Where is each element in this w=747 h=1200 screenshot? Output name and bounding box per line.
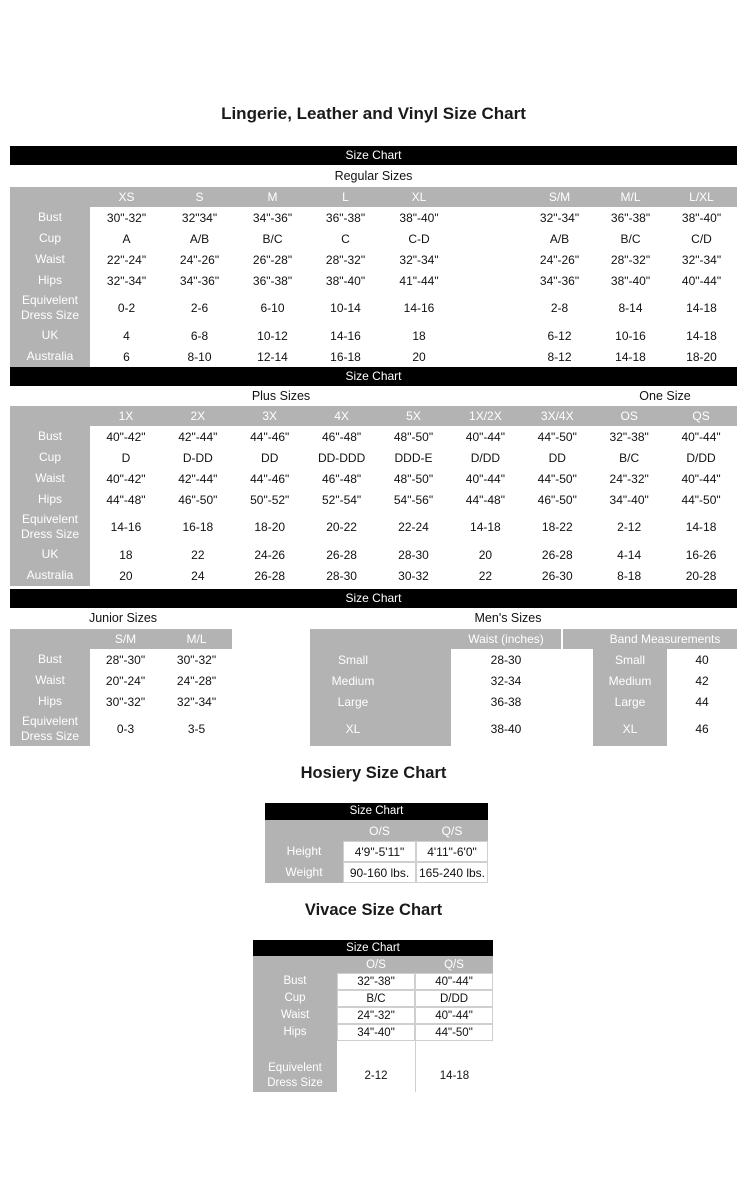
table-cell: 2-12 xyxy=(364,1069,388,1082)
row-label: Equivelent Dress Size xyxy=(253,1059,337,1092)
table-cell: 14-18 xyxy=(686,328,717,343)
table-cell: 40"-44" xyxy=(465,429,505,444)
table-cell: 44"-50" xyxy=(681,492,721,507)
header-corner xyxy=(265,820,343,841)
table-cell: 38"-40" xyxy=(681,210,722,225)
table-row xyxy=(10,426,737,447)
table-cell: 2-8 xyxy=(550,301,569,315)
row-label: Hips xyxy=(10,489,90,510)
table-cell: 34"-40" xyxy=(337,1024,415,1041)
table-cell: 28-30 xyxy=(326,568,357,583)
table-cell: D/DD xyxy=(415,990,493,1007)
table-row xyxy=(10,565,737,586)
table-cell xyxy=(456,291,524,325)
table-cell: 0-3 xyxy=(116,722,135,736)
table-cell: 36"-38" xyxy=(252,273,293,288)
table-row xyxy=(10,447,737,468)
row-label: Large xyxy=(593,691,667,712)
column-header: 3X xyxy=(262,409,278,423)
table-cell: 40"-44" xyxy=(681,471,721,486)
row-label: Hips xyxy=(10,691,90,712)
row-label: Australia xyxy=(10,565,90,586)
table-cell: 22 xyxy=(478,568,493,583)
table-header-row xyxy=(10,629,232,649)
table-header-row xyxy=(265,820,488,841)
plus-sizes-section-label: Plus Sizes xyxy=(251,389,311,403)
table-row xyxy=(310,691,561,712)
table-cell: 18-20 xyxy=(254,520,286,534)
table-cell: 24"-32" xyxy=(337,1007,415,1024)
table-cell: 46"-50" xyxy=(537,492,577,507)
table-cell xyxy=(456,325,524,346)
row-label: Waist xyxy=(10,249,90,270)
table-cell: 52"-54" xyxy=(321,492,362,507)
table-cell: 40"-44" xyxy=(415,1007,493,1024)
column-header: M/L xyxy=(620,190,641,204)
row-label: Equivelent Dress Size xyxy=(10,291,90,325)
table-cell: 40 xyxy=(695,652,709,667)
column-header: 3X/4X xyxy=(540,409,574,423)
table-cell xyxy=(456,249,524,270)
table-row xyxy=(10,649,232,670)
table-header-row xyxy=(10,406,737,426)
table-row xyxy=(310,670,561,691)
table-cell: 40"-42" xyxy=(106,429,146,444)
table-row xyxy=(563,691,737,712)
table-cell: 38"-40" xyxy=(399,210,439,225)
table-cell: 42"-44" xyxy=(178,471,218,486)
regular-sizes-table xyxy=(10,187,737,367)
table-row xyxy=(253,1024,493,1041)
one-size-section-label: One Size xyxy=(639,389,691,403)
table-cell: 0-2 xyxy=(117,301,136,315)
table-cell: 48"-50" xyxy=(393,471,434,486)
row-label: Cup xyxy=(253,990,337,1007)
size-chart-bar-regular: Size Chart xyxy=(10,146,737,165)
table-row xyxy=(10,291,737,325)
column-header: 5X xyxy=(406,409,421,423)
table-cell: 6-10 xyxy=(260,301,285,315)
column-header: O/S xyxy=(366,958,386,971)
table-cell: 20"-24" xyxy=(105,673,146,688)
row-label: Small xyxy=(593,649,667,670)
table-cell: 20-22 xyxy=(326,520,357,534)
row-label: Bust xyxy=(10,649,90,670)
row-label: Waist xyxy=(10,468,90,489)
table-cell: 44"-50" xyxy=(537,429,577,444)
table-cell: 6 xyxy=(123,349,130,364)
table-cell: 30"-32" xyxy=(106,210,147,225)
row-label: Medium xyxy=(593,670,667,691)
table-cell: 26-28 xyxy=(254,568,286,583)
table-cell: 32"-34" xyxy=(176,694,217,709)
table-row xyxy=(10,228,737,249)
junior-mens-section-row xyxy=(10,608,737,629)
table-cell: 14-18 xyxy=(470,520,501,534)
table-cell: B/C xyxy=(262,231,283,246)
mens-band-header: Band Measurements xyxy=(563,629,737,649)
top-whitespace xyxy=(0,0,747,103)
row-label: XL xyxy=(593,712,667,746)
row-label: Bust xyxy=(10,426,90,447)
table-cell: 40"-44" xyxy=(415,973,493,990)
header-corner xyxy=(10,406,90,426)
column-header: S/M xyxy=(114,632,137,646)
table-cell: 36"-38" xyxy=(325,210,366,225)
table-cell: 34"-36" xyxy=(252,210,293,225)
table-cell: 38"-40" xyxy=(610,273,651,288)
table-row xyxy=(10,346,737,367)
table-cell: 32"-38" xyxy=(609,429,649,444)
lingerie-chart-block xyxy=(10,146,737,746)
table-header-row xyxy=(10,187,737,207)
table-row xyxy=(10,207,737,228)
table-cell: 44"-50" xyxy=(537,471,577,486)
table-cell: 30"-32" xyxy=(105,694,146,709)
mens-waist-table xyxy=(310,629,561,746)
hosiery-chart-title: Hosiery Size Chart xyxy=(300,764,447,782)
table-header-row xyxy=(253,956,493,973)
row-label: UK xyxy=(10,325,90,346)
row-label: Waist xyxy=(253,1007,337,1024)
table-row xyxy=(10,691,232,712)
table-row xyxy=(563,712,737,746)
table-cell: 44"-46" xyxy=(250,471,290,486)
size-chart-bar-plus: Size Chart xyxy=(10,367,737,386)
table-cell: 46 xyxy=(695,722,709,736)
table-cell: 90-160 lbs. xyxy=(343,862,416,883)
table-cell: 2-12 xyxy=(617,520,642,534)
column-header: M xyxy=(267,190,278,204)
hosiery-size-table xyxy=(265,803,488,883)
junior-mens-tables-row xyxy=(10,629,737,746)
table-cell: 18-20 xyxy=(686,349,717,364)
table-cell: 20 xyxy=(119,568,133,583)
table-cell: 2-6 xyxy=(190,301,209,315)
column-header: 2X xyxy=(190,409,206,423)
table-cell: 44 xyxy=(695,694,709,709)
table-cell: 10-14 xyxy=(330,301,361,315)
table-cell: 46"-50" xyxy=(178,492,218,507)
table-cell: 26-30 xyxy=(541,568,573,583)
table-cell: 10-12 xyxy=(257,328,288,343)
row-label: Equivelent Dress Size xyxy=(10,712,90,746)
vivace-size-table xyxy=(253,940,493,1092)
table-cell xyxy=(337,1041,415,1059)
table-cell: 32-34 xyxy=(490,673,522,688)
table-cell: DD-DDD xyxy=(317,450,366,465)
table-cell: DDD-E xyxy=(394,450,433,465)
table-cell: 32"-34" xyxy=(539,210,580,225)
column-header: O/S xyxy=(369,823,390,838)
table-cell: 8-14 xyxy=(618,301,643,315)
size-chart-bar-vivace: Size Chart xyxy=(253,940,493,956)
table-cell: 44"-48" xyxy=(465,492,505,507)
table-cell: 26"-28" xyxy=(252,252,293,267)
table-cell: C-D xyxy=(408,231,430,246)
table-cell: 16-18 xyxy=(330,349,361,364)
table-cell: 14-16 xyxy=(403,301,435,315)
table-cell: 28"-32" xyxy=(610,252,651,267)
table-cell: 34"-36" xyxy=(539,273,580,288)
table-cell: 14-16 xyxy=(110,520,142,534)
table-cell: 36-38 xyxy=(490,694,522,709)
table-cell: 18 xyxy=(412,328,426,343)
row-label: Waist xyxy=(10,670,90,691)
table-cell: 28-30 xyxy=(490,652,522,667)
table-cell: 6-8 xyxy=(190,328,209,343)
table-cell: D xyxy=(121,450,131,465)
table-row xyxy=(310,649,561,670)
column-header: XS xyxy=(118,190,135,204)
table-cell: B/C xyxy=(619,450,640,465)
table-row xyxy=(310,712,561,746)
table-cell: 24 xyxy=(191,568,205,583)
table-cell: 40"-44" xyxy=(681,273,722,288)
table-cell: 4'11"-6'0" xyxy=(416,841,488,862)
table-cell: 40"-44" xyxy=(465,471,505,486)
table-row xyxy=(10,468,737,489)
row-label: Australia xyxy=(10,346,90,367)
header-corner xyxy=(253,956,337,973)
table-row xyxy=(265,841,488,862)
table-cell: 8-10 xyxy=(187,349,212,364)
table-row xyxy=(10,249,737,270)
row-label: Medium xyxy=(310,670,451,691)
table-cell: 32"-34" xyxy=(399,252,439,267)
table-row xyxy=(253,973,493,990)
row-label: Bust xyxy=(253,973,337,990)
column-header: XL xyxy=(411,190,427,204)
table-cell: 30"-32" xyxy=(176,652,217,667)
table-cell: 40"-42" xyxy=(106,471,146,486)
table-row xyxy=(253,1059,493,1092)
table-cell: 20-28 xyxy=(685,568,717,583)
table-cell: 28-30 xyxy=(398,547,429,562)
row-label: UK xyxy=(10,544,90,565)
table-cell: 18-22 xyxy=(541,520,573,534)
table-row xyxy=(10,510,737,544)
table-cell: D-DD xyxy=(182,450,213,465)
table-cell: 26-28 xyxy=(541,547,573,562)
table-cell: 32"34" xyxy=(181,210,218,225)
table-row xyxy=(10,670,232,691)
table-cell: 4'9"-5'11" xyxy=(343,841,416,862)
table-row xyxy=(10,712,232,746)
table-cell: 28"-32" xyxy=(325,252,366,267)
table-cell: 40"-44" xyxy=(681,429,721,444)
row-label: Hips xyxy=(10,270,90,291)
table-row xyxy=(563,670,737,691)
table-cell: 38-40 xyxy=(490,722,522,736)
table-cell: 24"-28" xyxy=(176,673,217,688)
column-header: M/L xyxy=(186,632,207,646)
row-label: Height xyxy=(265,841,343,862)
table-cell: 16-26 xyxy=(685,547,717,562)
table-cell: 32"-34" xyxy=(106,273,147,288)
table-cell: 42 xyxy=(695,673,709,688)
table-cell: 14-16 xyxy=(330,328,361,343)
table-cell: 16-18 xyxy=(182,520,214,534)
row-label: Cup xyxy=(10,228,90,249)
table-cell: B/C xyxy=(620,231,641,246)
column-header xyxy=(456,187,524,207)
table-cell xyxy=(456,228,524,249)
table-cell: 36"-38" xyxy=(610,210,651,225)
table-cell: 38"-40" xyxy=(325,273,366,288)
table-cell: 24"-26" xyxy=(179,252,220,267)
table-cell: 18 xyxy=(119,547,133,562)
table-cell xyxy=(456,207,524,228)
table-cell: 44"-46" xyxy=(250,429,290,444)
table-cell: 12-14 xyxy=(257,349,288,364)
page-title: Lingerie, Leather and Vinyl Size Chart xyxy=(221,104,526,123)
table-cell: 48"-50" xyxy=(393,429,434,444)
table-cell: 20 xyxy=(478,547,493,562)
junior-sizes-table xyxy=(10,629,232,746)
table-cell: 42"-44" xyxy=(178,429,218,444)
table-cell xyxy=(456,270,524,291)
table-cell: 46"-48" xyxy=(321,429,362,444)
table-cell: 50"-52" xyxy=(250,492,290,507)
mens-sizes-section-label: Men's Sizes xyxy=(474,611,542,625)
table-cell: D/DD xyxy=(470,450,501,465)
table-cell: 14-18 xyxy=(685,520,717,534)
table-cell: B/C xyxy=(337,990,415,1007)
row-label: Large xyxy=(310,691,451,712)
column-header: Q/S xyxy=(441,823,463,838)
size-chart-bar-hosiery: Size Chart xyxy=(265,803,488,820)
table-cell: 54"-56" xyxy=(393,492,434,507)
table-cell: A/B xyxy=(549,231,570,246)
plus-one-size-section-row xyxy=(10,386,737,406)
table-cell: 46"-48" xyxy=(321,471,362,486)
spacer xyxy=(0,125,747,146)
table-row xyxy=(10,325,737,346)
table-cell: D/DD xyxy=(686,450,716,465)
junior-sizes-section-label: Junior Sizes xyxy=(88,611,158,625)
row-label: Equivelent Dress Size xyxy=(10,510,90,544)
column-header: Q/S xyxy=(444,958,464,971)
header-corner xyxy=(10,187,90,207)
table-cell: DD xyxy=(261,450,279,465)
plus-sizes-table xyxy=(10,406,737,586)
table-cell: 28"-30" xyxy=(105,652,146,667)
table-row xyxy=(253,990,493,1007)
table-cell: 4-14 xyxy=(617,547,642,562)
table-cell: 22 xyxy=(191,547,205,562)
table-cell: 26-28 xyxy=(326,547,357,562)
table-cell: C/D xyxy=(691,231,712,246)
table-cell: 34"-40" xyxy=(609,492,649,507)
table-cell: 3-5 xyxy=(187,722,206,736)
table-row xyxy=(10,544,737,565)
table-row xyxy=(253,1041,493,1059)
size-chart-bar-junior-mens: Size Chart xyxy=(10,589,737,608)
column-header: 1X/2X xyxy=(469,409,502,423)
table-row xyxy=(10,270,737,291)
table-cell xyxy=(415,1041,493,1059)
table-cell: 32"-38" xyxy=(337,973,415,990)
table-cell: 165-240 lbs. xyxy=(416,862,488,883)
table-cell: 44"-50" xyxy=(415,1024,493,1041)
row-label: XL xyxy=(310,712,451,746)
table-cell: 24-26 xyxy=(254,547,286,562)
column-header: 1X xyxy=(118,409,134,423)
table-cell: 24"-26" xyxy=(539,252,580,267)
table-cell: 10-16 xyxy=(615,328,646,343)
column-header: L xyxy=(342,190,349,204)
column-header: OS xyxy=(620,409,638,423)
mens-waist-header: Waist (inches) xyxy=(310,629,561,649)
row-label: Hips xyxy=(253,1024,337,1041)
row-label: Bust xyxy=(10,207,90,228)
table-cell: 4 xyxy=(123,328,130,343)
table-row xyxy=(563,649,737,670)
table-row xyxy=(265,862,488,883)
table-row xyxy=(10,489,737,510)
table-row xyxy=(253,1007,493,1024)
table-cell: 14-18 xyxy=(686,301,717,315)
table-cell: 30-32 xyxy=(398,568,429,583)
vivace-chart-title: Vivace Size Chart xyxy=(304,901,443,919)
table-cell: 6-12 xyxy=(547,328,572,343)
table-cell: 20 xyxy=(412,349,426,364)
table-cell: A/B xyxy=(189,231,210,246)
row-label: Small xyxy=(310,649,451,670)
column-header: QS xyxy=(692,409,710,423)
table-cell: 14-18 xyxy=(615,349,646,364)
table-cell: 41"-44" xyxy=(399,273,439,288)
table-cell: 8-18 xyxy=(617,568,642,583)
column-header: S/M xyxy=(548,190,571,204)
table-cell: A xyxy=(122,231,131,246)
table-cell: 22-24 xyxy=(398,520,429,534)
column-header: S xyxy=(195,190,204,204)
table-cell: 34"-36" xyxy=(179,273,220,288)
table-cell: DD xyxy=(548,450,566,465)
table-cell xyxy=(456,346,524,367)
mens-band-table xyxy=(563,629,737,746)
row-label xyxy=(253,1041,337,1059)
table-cell: 24"-32" xyxy=(609,471,649,486)
table-cell: 22"-24" xyxy=(106,252,147,267)
table-cell: 44"-48" xyxy=(106,492,146,507)
table-cell: 8-12 xyxy=(547,349,572,364)
row-label: Weight xyxy=(265,862,343,883)
table-cell: C xyxy=(341,231,350,246)
row-label: Cup xyxy=(10,447,90,468)
table-cell: 32"-34" xyxy=(681,252,722,267)
table-cell: 14-18 xyxy=(415,1059,493,1092)
column-header: 4X xyxy=(334,409,349,423)
header-corner xyxy=(10,629,90,649)
column-header: L/XL xyxy=(689,190,714,204)
regular-sizes-section-label: Regular Sizes xyxy=(334,169,413,183)
